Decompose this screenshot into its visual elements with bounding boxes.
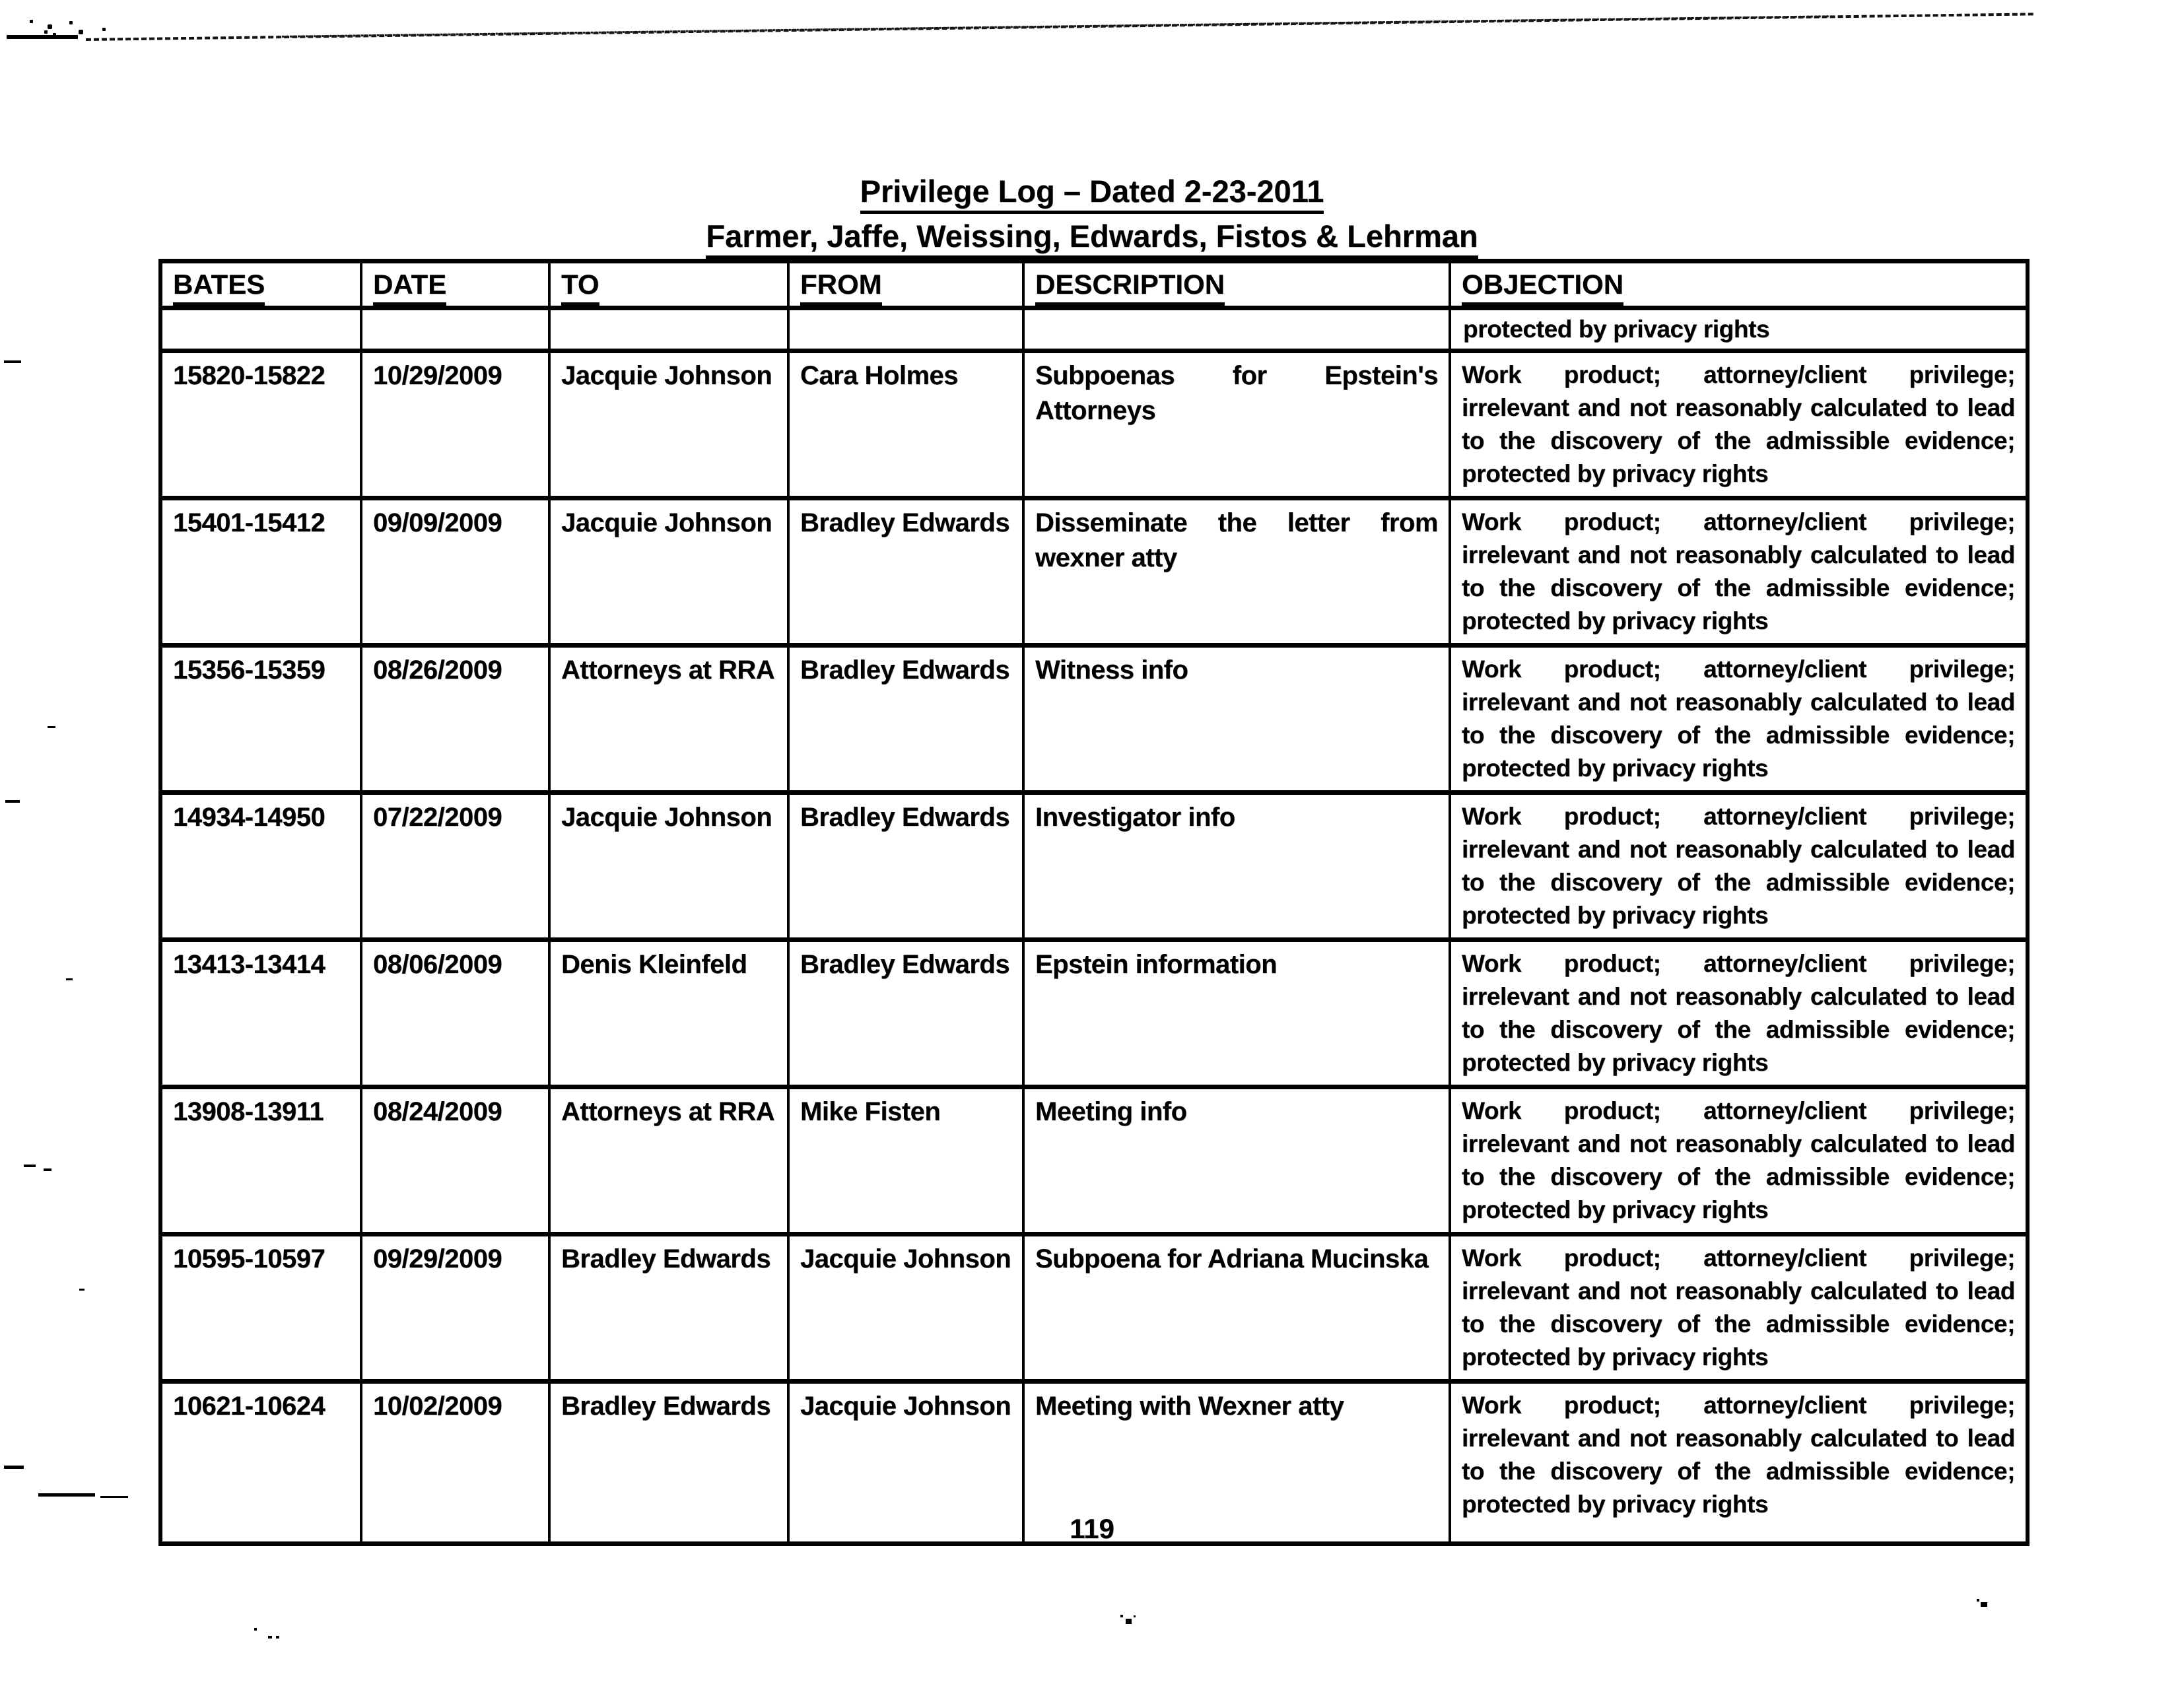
date-cell: 08/24/2009: [361, 1087, 549, 1234]
date-cell: 09/09/2009: [361, 498, 549, 646]
description-cell: Subpoenas for Epstein's Attorneys: [1023, 351, 1450, 498]
description-cell: Disseminate the letter from wexner atty: [1023, 498, 1450, 646]
date-cell: 10/29/2009: [361, 351, 549, 498]
empty-cell: [361, 308, 549, 351]
law-firm-name: Farmer, Jaffe, Weissing, Edwards, Fistos & Lehrman: [706, 219, 1478, 259]
from-cell: Bradley Edwards: [788, 646, 1023, 793]
from-cell: Bradley Edwards: [788, 793, 1023, 940]
document-title-text: Privilege Log – Dated 2-23-2011: [860, 174, 1324, 214]
objection-cell: Work product; attorney/client privilege; irrelevant and not reasonably calculated to lead to the discovery of the admissible evidence; protected by privacy rights: [1450, 940, 2028, 1087]
scan-artifact: [24, 1165, 36, 1167]
date-cell: 10/02/2009: [361, 1382, 549, 1544]
to-cell: Jacquie Johnson: [549, 498, 788, 646]
scan-artifact: [1977, 1599, 1979, 1602]
description-cell: Subpoena for Adriana Mucinska: [1023, 1234, 1450, 1382]
bates-cell: 15356-15359: [160, 646, 361, 793]
scan-artifact: [5, 800, 20, 803]
scan-artifact: [30, 20, 33, 23]
empty-cell: [1023, 308, 1450, 351]
table-row: [160, 498, 2028, 646]
bates-cell: 10621-10624: [160, 1382, 361, 1544]
table-row: [160, 1087, 2028, 1234]
description-cell: Meeting info: [1023, 1087, 1450, 1234]
column-header-bates: BATES: [160, 261, 361, 308]
document-title: [0, 173, 2184, 209]
to-cell: Attorneys at RRA: [549, 646, 788, 793]
bates-cell: 10595-10597: [160, 1234, 361, 1382]
to-cell: Jacquie Johnson: [549, 351, 788, 498]
to-cell: Bradley Edwards: [549, 1234, 788, 1382]
description-cell: Investigator info: [1023, 793, 1450, 940]
privilege-log-table: [158, 259, 2030, 1546]
column-header-description: DESCRIPTION: [1023, 261, 1450, 308]
to-cell: Jacquie Johnson: [549, 793, 788, 940]
table-row: [160, 1234, 2028, 1382]
bates-cell: 13413-13414: [160, 940, 361, 1087]
table-row: [160, 646, 2028, 793]
objection-cell: Work product; attorney/client privilege; irrelevant and not reasonably calculated to lead to the discovery of the admissible evidence; protected by privacy rights: [1450, 793, 2028, 940]
to-cell: Denis Kleinfeld: [549, 940, 788, 1087]
scan-artifact: [276, 1636, 279, 1639]
scan-artifact: [1126, 1619, 1132, 1624]
objection-cell: Work product; attorney/client privilege; irrelevant and not reasonably calculated to lead to the discovery of the admissible evidence; protected by privacy rights: [1450, 1234, 2028, 1382]
scan-artifact: [4, 360, 21, 363]
scan-artifact: [268, 1636, 272, 1639]
bates-cell: 14934-14950: [160, 793, 361, 940]
scan-artifact: [1981, 1602, 1987, 1607]
scan-artifact: [4, 1466, 24, 1469]
column-header-from: FROM: [788, 261, 1023, 308]
date-cell: 09/29/2009: [361, 1234, 549, 1382]
scan-artifact: [66, 978, 73, 980]
to-cell: Attorneys at RRA: [549, 1087, 788, 1234]
date-cell: 08/06/2009: [361, 940, 549, 1087]
bates-cell: 15401-15412: [160, 498, 361, 646]
page-number: 119: [1070, 1513, 1114, 1544]
scan-artifact: [48, 726, 55, 728]
objection-cell: Work product; attorney/client privilege; irrelevant and not reasonably calculated to lead to the discovery of the admissible evidence; protected by privacy rights: [1450, 351, 2028, 498]
table-row: [160, 793, 2028, 940]
from-cell: Jacquie Johnson: [788, 1382, 1023, 1544]
date-cell: 07/22/2009: [361, 793, 549, 940]
objection-cell: protected by privacy rights: [1450, 308, 2028, 351]
scan-artifact: [7, 35, 78, 39]
from-cell: Bradley Edwards: [788, 498, 1023, 646]
from-cell: Bradley Edwards: [788, 940, 1023, 1087]
objection-cell: Work product; attorney/client privilege; irrelevant and not reasonably calculated to lead to the discovery of the admissible evidence; protected by privacy rights: [1450, 1087, 2028, 1234]
objection-cell: Work product; attorney/client privilege; irrelevant and not reasonably calculated to lead to the discovery of the admissible evidence; protected by privacy rights: [1450, 1382, 2028, 1544]
from-cell: Jacquie Johnson: [788, 1234, 1023, 1382]
date-cell: 08/26/2009: [361, 646, 549, 793]
table-row: [160, 351, 2028, 498]
table-row: [160, 940, 2028, 1087]
continuation-row: [160, 308, 2028, 351]
scan-artifact: [254, 1628, 257, 1631]
empty-cell: [549, 308, 788, 351]
empty-cell: [788, 308, 1023, 351]
table-header-row: [160, 261, 2028, 308]
bates-cell: 15820-15822: [160, 351, 361, 498]
scan-artifact: [44, 1168, 51, 1171]
column-header-to: TO: [549, 261, 788, 308]
scan-artifact: [38, 1493, 95, 1497]
scan-artifact: [79, 1289, 85, 1291]
description-cell: Meeting with Wexner atty: [1023, 1382, 1450, 1544]
empty-cell: [160, 308, 361, 351]
description-cell: Witness info: [1023, 646, 1450, 793]
description-cell: Epstein information: [1023, 940, 1450, 1087]
to-cell: Bradley Edwards: [549, 1382, 788, 1544]
bates-cell: 13908-13911: [160, 1087, 361, 1234]
column-header-date: DATE: [361, 261, 549, 308]
document-subtitle: [0, 218, 2184, 254]
objection-cell: Work product; attorney/client privilege; irrelevant and not reasonably calculated to lead to the discovery of the admissible evidence; protected by privacy rights: [1450, 646, 2028, 793]
scan-artifact: [277, 15, 1829, 38]
from-cell: Cara Holmes: [788, 351, 1023, 498]
scan-artifact: [1134, 1615, 1136, 1617]
from-cell: Mike Fisten: [788, 1087, 1023, 1234]
scan-artifact: [100, 1496, 128, 1498]
objection-cell: Work product; attorney/client privilege; irrelevant and not reasonably calculated to lead to the discovery of the admissible evidence; protected by privacy rights: [1450, 498, 2028, 646]
column-header-objection: OBJECTION: [1450, 261, 2028, 308]
scan-artifact: [1120, 1615, 1123, 1617]
